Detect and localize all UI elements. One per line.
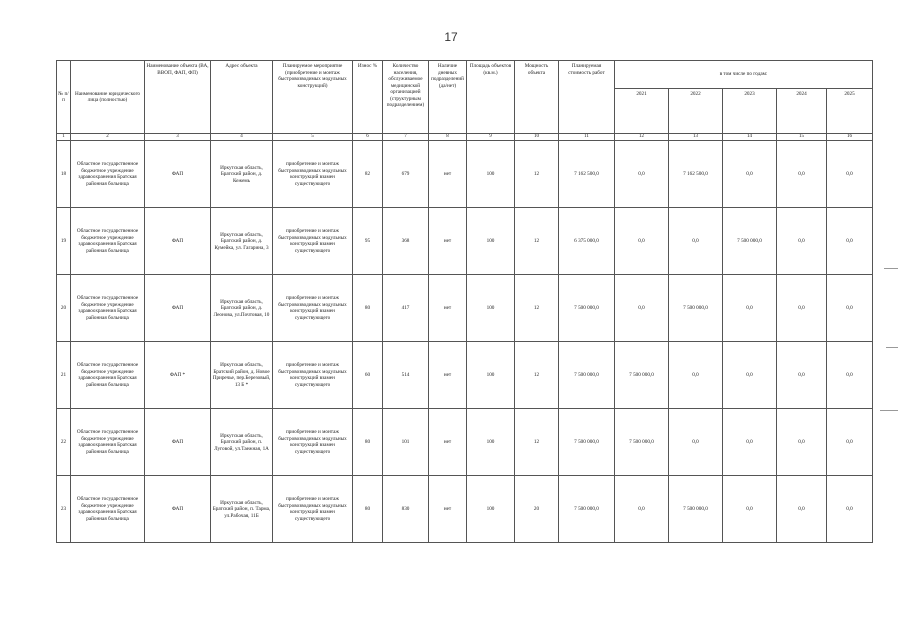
planned-event: приобретение и монтаж быстровозводимых модульных конструкций взамен существующего bbox=[273, 342, 353, 409]
header-cost: Планируемая стоимость работ bbox=[559, 61, 615, 134]
entity-name: Областное государственное бюджетное учреждение здравоохранения Братская районная больница bbox=[71, 476, 145, 543]
object-capacity: 12 bbox=[515, 342, 559, 409]
population-served: 830 bbox=[383, 476, 429, 543]
year-2023-amount: 0,0 bbox=[723, 141, 777, 208]
column-number: 5 bbox=[273, 134, 353, 141]
year-2021-amount: 0,0 bbox=[615, 141, 669, 208]
header-year-2025: 2025 bbox=[827, 89, 873, 134]
header-wear: Износ % bbox=[353, 61, 383, 134]
year-2025-amount: 0,0 bbox=[827, 275, 873, 342]
year-2022-amount: 7 500 000,0 bbox=[669, 275, 723, 342]
year-2021-amount: 0,0 bbox=[615, 476, 669, 543]
header-years-group: в том числе по годам: bbox=[615, 61, 873, 89]
object-area: 100 bbox=[467, 208, 515, 275]
wear-percent: 80 bbox=[353, 275, 383, 342]
row-number: 19 bbox=[57, 208, 71, 275]
header-entity: Наименование юридического лица (полностью) bbox=[71, 61, 145, 134]
registry-table bbox=[56, 60, 873, 543]
year-2025-amount: 0,0 bbox=[827, 476, 873, 543]
column-number: 2 bbox=[71, 134, 145, 141]
planned-cost: 7 500 000,0 bbox=[559, 476, 615, 543]
object-capacity: 12 bbox=[515, 141, 559, 208]
object-address: Иркутская область, Братский район, п. Луговой, ул.Таежная, 1А bbox=[211, 409, 273, 476]
year-2021-amount: 7 500 000,0 bbox=[615, 342, 669, 409]
entity-name: Областное государственное бюджетное учреждение здравоохранения Братская районная больница bbox=[71, 141, 145, 208]
year-2024-amount: 0,0 bbox=[777, 409, 827, 476]
wear-percent: 82 bbox=[353, 141, 383, 208]
year-2022-amount: 7 500 000,0 bbox=[669, 476, 723, 543]
entity-name: Областное государственное бюджетное учреждение здравоохранения Братская районная больница bbox=[71, 409, 145, 476]
planned-event: приобретение и монтаж быстровозводимых модульных конструкций взамен существующего bbox=[273, 208, 353, 275]
object-capacity: 12 bbox=[515, 208, 559, 275]
entity-name: Областное государственное бюджетное учреждение здравоохранения Братская районная больница bbox=[71, 342, 145, 409]
column-number: 15 bbox=[777, 134, 827, 141]
page-number: 17 bbox=[444, 30, 458, 44]
object-address: Иркутская область, Братский район, д. Леонова, ул.Почтовая, 10 bbox=[211, 275, 273, 342]
header-object: Наименование объекта (ВА, ВВОП, ФАП, ФП) bbox=[145, 61, 211, 134]
year-2023-amount: 0,0 bbox=[723, 342, 777, 409]
year-2022-amount: 7 162 500,0 bbox=[669, 141, 723, 208]
scan-mark bbox=[886, 347, 898, 348]
object-capacity: 12 bbox=[515, 275, 559, 342]
object-area: 100 bbox=[467, 409, 515, 476]
column-number: 4 bbox=[211, 134, 273, 141]
header-capacity: Мощность объекта bbox=[515, 61, 559, 134]
day-stay-flag: нет bbox=[429, 476, 467, 543]
header-row-1 bbox=[57, 61, 873, 89]
year-2022-amount: 0,0 bbox=[669, 208, 723, 275]
column-number: 9 bbox=[467, 134, 515, 141]
year-2024-amount: 0,0 bbox=[777, 342, 827, 409]
object-area: 100 bbox=[467, 342, 515, 409]
object-address: Иркутская область, Братский район, п. Тарма, ул.Рабочая, 11Б bbox=[211, 476, 273, 543]
object-address: Иркутская область, Братский район, д. Кумейка, ул. Гагарина, 3 bbox=[211, 208, 273, 275]
year-2024-amount: 0,0 bbox=[777, 141, 827, 208]
year-2025-amount: 0,0 bbox=[827, 208, 873, 275]
year-2022-amount: 0,0 bbox=[669, 342, 723, 409]
population-served: 679 bbox=[383, 141, 429, 208]
object-area: 100 bbox=[467, 141, 515, 208]
column-number: 11 bbox=[559, 134, 615, 141]
object-type: ФАП bbox=[145, 141, 211, 208]
header-population: Количество населения, обслуживаемое медицинской организацией (структурным подразделением) bbox=[383, 61, 429, 134]
table-row bbox=[57, 476, 873, 543]
object-capacity: 12 bbox=[515, 409, 559, 476]
scan-mark bbox=[880, 410, 898, 411]
planned-cost: 7 162 500,0 bbox=[559, 141, 615, 208]
year-2024-amount: 0,0 bbox=[777, 476, 827, 543]
year-2024-amount: 0,0 bbox=[777, 208, 827, 275]
scan-mark bbox=[884, 268, 898, 269]
entity-name: Областное государственное бюджетное учреждение здравоохранения Братская районная больница bbox=[71, 208, 145, 275]
object-area: 100 bbox=[467, 275, 515, 342]
year-2025-amount: 0,0 bbox=[827, 342, 873, 409]
column-number: 7 bbox=[383, 134, 429, 141]
wear-percent: 80 bbox=[353, 409, 383, 476]
column-number: 3 bbox=[145, 134, 211, 141]
object-type: ФАП * bbox=[145, 342, 211, 409]
day-stay-flag: нет bbox=[429, 409, 467, 476]
object-type: ФАП bbox=[145, 476, 211, 543]
year-2023-amount: 0,0 bbox=[723, 476, 777, 543]
table-row bbox=[57, 141, 873, 208]
header-daystay: Наличие дневных подразделений (да/нет) bbox=[429, 61, 467, 134]
year-2022-amount: 0,0 bbox=[669, 409, 723, 476]
header-year-2021: 2021 bbox=[615, 89, 669, 134]
planned-event: приобретение и монтаж быстровозводимых модульных конструкций взамен существующего bbox=[273, 476, 353, 543]
row-number: 23 bbox=[57, 476, 71, 543]
population-served: 101 bbox=[383, 409, 429, 476]
object-type: ФАП bbox=[145, 208, 211, 275]
year-2025-amount: 0,0 bbox=[827, 409, 873, 476]
object-area: 100 bbox=[467, 476, 515, 543]
planned-event: приобретение и монтаж быстровозводимых модульных конструкций взамен существующего bbox=[273, 275, 353, 342]
column-number: 14 bbox=[723, 134, 777, 141]
planned-event: приобретение и монтаж быстровозводимых модульных конструкций взамен существующего bbox=[273, 409, 353, 476]
row-number: 21 bbox=[57, 342, 71, 409]
column-number: 8 bbox=[429, 134, 467, 141]
row-number: 18 bbox=[57, 141, 71, 208]
header-address: Адрес объекта bbox=[211, 61, 273, 134]
header-event: Планируемое мероприятие (приобретение и монтаж быстровозводимых модульных конструкций) bbox=[273, 61, 353, 134]
row-number: 22 bbox=[57, 409, 71, 476]
year-2023-amount: 7 500 000,0 bbox=[723, 208, 777, 275]
header-year-2022: 2022 bbox=[669, 89, 723, 134]
column-number: 10 bbox=[515, 134, 559, 141]
column-number: 1 bbox=[57, 134, 71, 141]
object-type: ФАП bbox=[145, 409, 211, 476]
day-stay-flag: нет bbox=[429, 208, 467, 275]
wear-percent: 80 bbox=[353, 476, 383, 543]
wear-percent: 95 bbox=[353, 208, 383, 275]
table-body bbox=[57, 141, 873, 543]
entity-name: Областное государственное бюджетное учреждение здравоохранения Братская районная больница bbox=[71, 275, 145, 342]
object-capacity: 20 bbox=[515, 476, 559, 543]
day-stay-flag: нет bbox=[429, 342, 467, 409]
day-stay-flag: нет bbox=[429, 275, 467, 342]
population-served: 514 bbox=[383, 342, 429, 409]
planned-cost: 7 500 000,0 bbox=[559, 275, 615, 342]
year-2025-amount: 0,0 bbox=[827, 141, 873, 208]
planned-cost: 7 500 000,0 bbox=[559, 342, 615, 409]
column-number-row bbox=[57, 134, 873, 141]
table-row bbox=[57, 409, 873, 476]
table-row bbox=[57, 275, 873, 342]
planned-cost: 7 500 000,0 bbox=[559, 409, 615, 476]
planned-event: приобретение и монтаж быстровозводимых модульных конструкций взамен существующего bbox=[273, 141, 353, 208]
column-number: 12 bbox=[615, 134, 669, 141]
wear-percent: 60 bbox=[353, 342, 383, 409]
population-served: 417 bbox=[383, 275, 429, 342]
row-number: 20 bbox=[57, 275, 71, 342]
year-2021-amount: 7 500 000,0 bbox=[615, 409, 669, 476]
day-stay-flag: нет bbox=[429, 141, 467, 208]
year-2021-amount: 0,0 bbox=[615, 208, 669, 275]
column-number: 13 bbox=[669, 134, 723, 141]
header-year-2023: 2023 bbox=[723, 89, 777, 134]
header-year-2024: 2024 bbox=[777, 89, 827, 134]
table-row bbox=[57, 208, 873, 275]
planned-cost: 6 375 000,0 bbox=[559, 208, 615, 275]
year-2021-amount: 0,0 bbox=[615, 275, 669, 342]
object-type: ФАП bbox=[145, 275, 211, 342]
population-served: 368 bbox=[383, 208, 429, 275]
year-2023-amount: 0,0 bbox=[723, 409, 777, 476]
column-number: 6 bbox=[353, 134, 383, 141]
object-address: Иркутская область, Братский район, д. Кежемь bbox=[211, 141, 273, 208]
header-num: № п/п bbox=[57, 61, 71, 134]
year-2024-amount: 0,0 bbox=[777, 275, 827, 342]
table-row bbox=[57, 342, 873, 409]
year-2023-amount: 0,0 bbox=[723, 275, 777, 342]
object-address: Иркутская область, Братский район, д. Новое Приречье, пер.Березовый, 13 Б * bbox=[211, 342, 273, 409]
column-number: 16 bbox=[827, 134, 873, 141]
header-area: Площадь объектов (кв.м.) bbox=[467, 61, 515, 134]
